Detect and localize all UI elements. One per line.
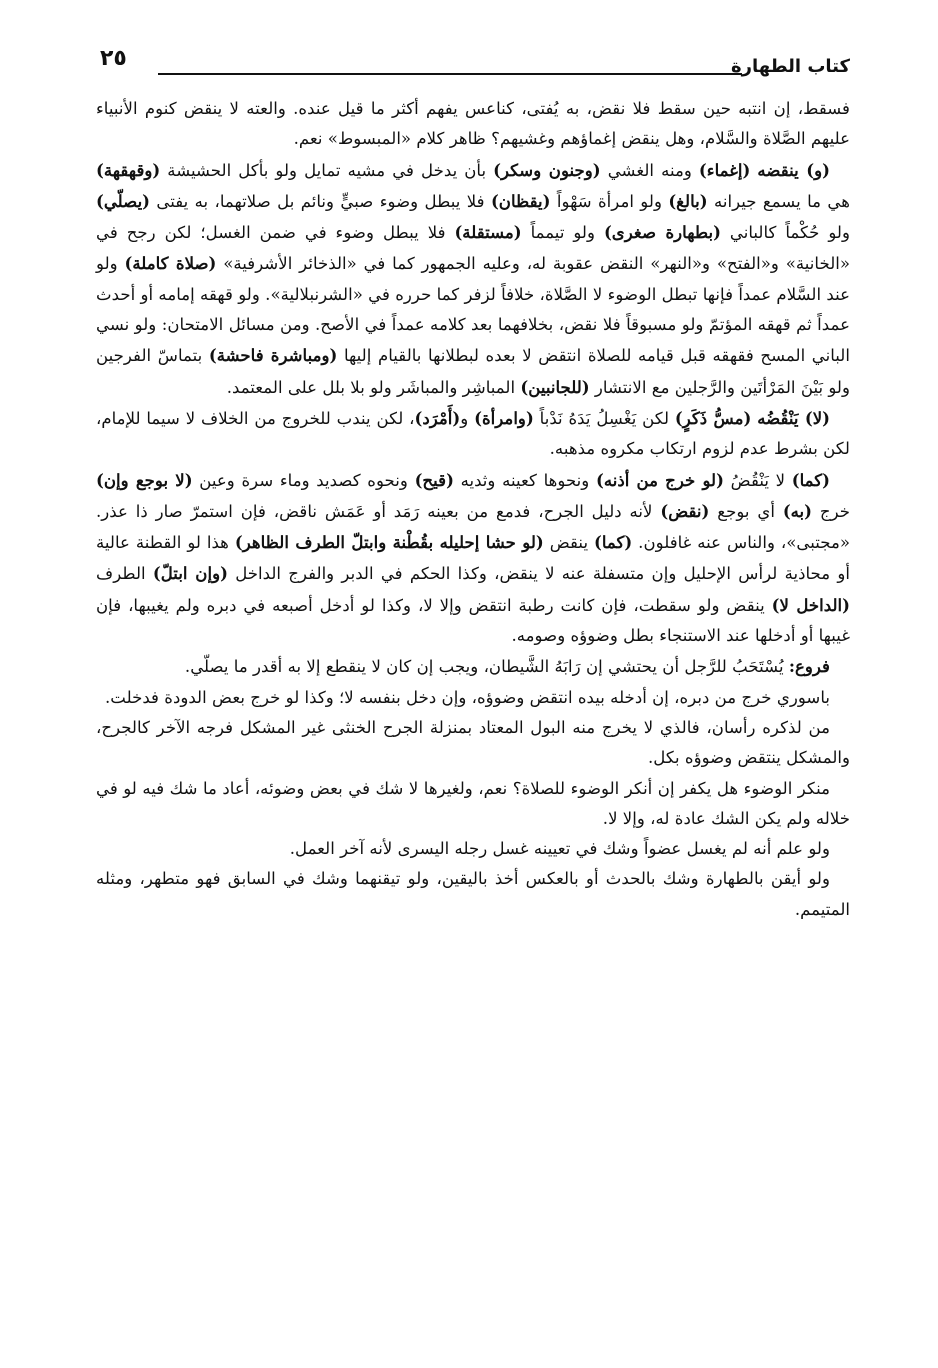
bold-text-run: فروع: bbox=[788, 656, 830, 677]
bold-text-run: (ومباشرة فاحشة) bbox=[208, 345, 338, 366]
text-run: ونحوها كعينه وثديه bbox=[453, 470, 596, 490]
bold-text-run: (للجانبين) bbox=[520, 376, 590, 397]
text-run: ونحوه كصديد وماء سرة وعين bbox=[192, 470, 415, 490]
running-title: كتاب الطهارة bbox=[730, 56, 850, 77]
text-run: ولو عند السَّلام عمداً فإنها تبطل الوضوء لا الصَّلاة، خلافاً لزفر كما حرره في «الشرنبلالية». ولو قهقه إمامه أو أحدث عمداً ثم قهقه المؤتمّ ولو مسبوقاً فلا نقض، بخلافهما بعد كلامه عمداً في الأصح. ومن مسائل الامتحان: ولو نسي الباني المسح فقهقه قبل قيامه للصلاة انتقض لا بعده لبطلانها بالقيام إليها bbox=[96, 254, 850, 366]
header-rule bbox=[158, 73, 742, 75]
paragraph bbox=[96, 94, 850, 155]
text-run: ومنه الغشي bbox=[600, 160, 699, 180]
bold-text-run: (وامرأة) bbox=[474, 407, 534, 428]
bold-text-run: (قيح) bbox=[414, 469, 454, 490]
text-run: الطرف bbox=[96, 564, 153, 584]
page-header bbox=[96, 46, 850, 82]
text-run: ولو علم أنه لم يغسل عضواً وشك في تعيينه غسل رجله اليسرى لأنه آخر العمل. bbox=[289, 839, 830, 859]
paragraph bbox=[96, 683, 850, 713]
bold-text-run: (وجنون وسكر) bbox=[493, 159, 601, 180]
paragraph bbox=[96, 155, 850, 403]
book-page bbox=[96, 46, 850, 1368]
bold-text-run: (صلاة كاملة) bbox=[124, 253, 217, 274]
bold-text-run: (مسُّ ذَكَرٍ) bbox=[674, 407, 752, 428]
text-run: و bbox=[460, 408, 475, 428]
paragraph bbox=[96, 864, 850, 925]
bold-text-run: (يصلّي) bbox=[96, 190, 151, 211]
text-run: من لذكره رأسان، فالذي لا يخرج منه البول المعتاد بمنزلة الجرح الخنثى غير المشكل فرجه الآخر كالجرح، والمشكل ينتقض وضوؤه بكل. bbox=[96, 717, 850, 768]
bold-text-run: (كما) bbox=[593, 532, 633, 553]
text-run: يُسْتَحَبُ للرَّجل أن يحتشي إن رَابَهُ الشَّيطان، ويجب إن كان لا ينقطع إلا به أقدر ما يصلّي. bbox=[184, 657, 789, 677]
bold-text-run: (يقظان) bbox=[490, 190, 551, 211]
text-run: هي ما يسمع جيرانه bbox=[707, 191, 850, 211]
text-run: ولو تيمماً bbox=[521, 223, 604, 243]
text-run: المباشِر والمباشَر ولو بلا بلل على المعتمد. bbox=[226, 377, 521, 397]
text-run: فلا يبطل وضوء في ضمن الغسل؛ لكن رجح في «الخانية» و«الفتح» و«النهر» النقض عقوبة له، وعليه الجمهور كما في «الذخائر الأشرفية» bbox=[96, 223, 851, 274]
bold-text-run: (الداخل لا) bbox=[771, 594, 850, 615]
text-run: ولو حُكْماً كالباني bbox=[720, 223, 850, 243]
text-run: بتماسّ الفرجين ولو بَيْنَ المَرْأتَين والرَّجلين مع الانتشار bbox=[96, 346, 850, 397]
paragraph bbox=[96, 403, 850, 465]
bold-text-run: (لا) يَنْقُضُه bbox=[757, 407, 831, 428]
text-run: لكن يَغْسِلُ يَدَهُ نَدْباً bbox=[533, 408, 675, 428]
paragraph bbox=[96, 834, 850, 864]
text-run: ولو امرأة سَهْواً bbox=[550, 191, 669, 211]
bold-text-run: (به) bbox=[782, 500, 813, 521]
bold-text-run: (كما) bbox=[791, 469, 831, 490]
text-run: بأن يدخل في مشيه تمايل ولو بأكل الحشيشة bbox=[160, 160, 494, 180]
text-run: لا يَنْقُضُ bbox=[723, 470, 792, 490]
paragraph bbox=[96, 465, 850, 652]
text-run: أي بوجع bbox=[709, 501, 783, 521]
text-run: ، لكن يندب للخروج من الخلاف لا سيما للإمام، لكن بشرط عدم لزوم ارتكاب مكروه مذهبه. bbox=[96, 408, 850, 459]
paragraph bbox=[96, 651, 850, 682]
text-run: فلا يبطل وضوء صبيٍّ ونائم بل صلاتهما، به يفتى bbox=[150, 191, 491, 211]
bold-text-run: (لو خرج من أذنه) bbox=[595, 469, 724, 490]
bold-text-run: (و) ينقضه bbox=[757, 159, 830, 180]
paragraph bbox=[96, 713, 850, 774]
bold-text-run: (إغماء) bbox=[698, 159, 751, 180]
bold-text-run: (بطهارة صغرى) bbox=[603, 222, 721, 243]
page-number: ٢٥ bbox=[100, 46, 127, 71]
bold-text-run: (لو حشا إحليله بقُطْنة وابتلّ الطرف الظاهر) bbox=[234, 532, 544, 553]
bold-text-run: (مستقلة) bbox=[454, 222, 522, 243]
text-run: هذا لو القطنة عالية أو محاذية لرأس الإحليل وإن متسفلة عنه لا ينقض، وكذا الحكم في الدبر والفرج الداخل bbox=[96, 533, 851, 584]
text-run: ينقض ولو سقطت، فإن كانت رطبة انتقض وإلا لا، وكذا لو أدخل أصبعه في دبره ولم يغيبها، فإن غيبها أو أدخلها عند الاستنجاء بطل وضوؤه وصومه. bbox=[96, 595, 850, 646]
text-run: خرج bbox=[812, 501, 850, 521]
bold-text-run: (وقهقهة) bbox=[96, 159, 161, 180]
bold-text-run: (لا بوجع وإن) bbox=[96, 469, 193, 490]
text-run: باسوري خرج من دبره، إن أدخله بيده انتقض وضوؤه، وإن دخل بنفسه لا؛ وكذا لو خرج بعض الدودة فدخلت. bbox=[105, 687, 830, 707]
bold-text-run: (أَمْرَد) bbox=[414, 407, 461, 428]
paragraph bbox=[96, 774, 850, 835]
body-text bbox=[96, 94, 850, 925]
bold-text-run: (نقض) bbox=[660, 500, 710, 521]
text-run: لأنه دليل الجرح، فدمع من بعينه رَمَد أو عَمَش ناقض، فإن استمرّ صار ذا عذر. «مجتبى»، والناس عنه غافلون. bbox=[96, 501, 851, 553]
text-run: ينقض bbox=[543, 533, 594, 553]
text-run: فسقط، إن انتبه حين سقط فلا نقض، به يُفتى، كناعس يفهم أكثر ما قيل عنده. والعته لا ينقض كنوم الأنبياء عليهم الصَّلاة والسَّلام، وهل ينقض إغماؤهم وغشيهم؟ ظاهر كلام «المبسوط» نعم. bbox=[96, 99, 850, 149]
text-run: منكر الوضوء هل يكفر إن أنكر الوضوء للصلاة؟ نعم، ولغيرها لا شك في بعض وضوئه، أعاد ما شك فيه لو في خلاله ولم يكن الشك عادة له، وإلا لا. bbox=[96, 778, 850, 828]
bold-text-run: (بالغ) bbox=[668, 190, 708, 211]
text-run: ولو أيقن بالطهارة وشك بالحدث أو بالعكس أخذ باليقين، ولو تيقنهما وشك في السابق فهو متطهر، ومثله المتيمم. bbox=[96, 869, 850, 919]
bold-text-run: (وإن ابتلّ) bbox=[152, 563, 228, 584]
